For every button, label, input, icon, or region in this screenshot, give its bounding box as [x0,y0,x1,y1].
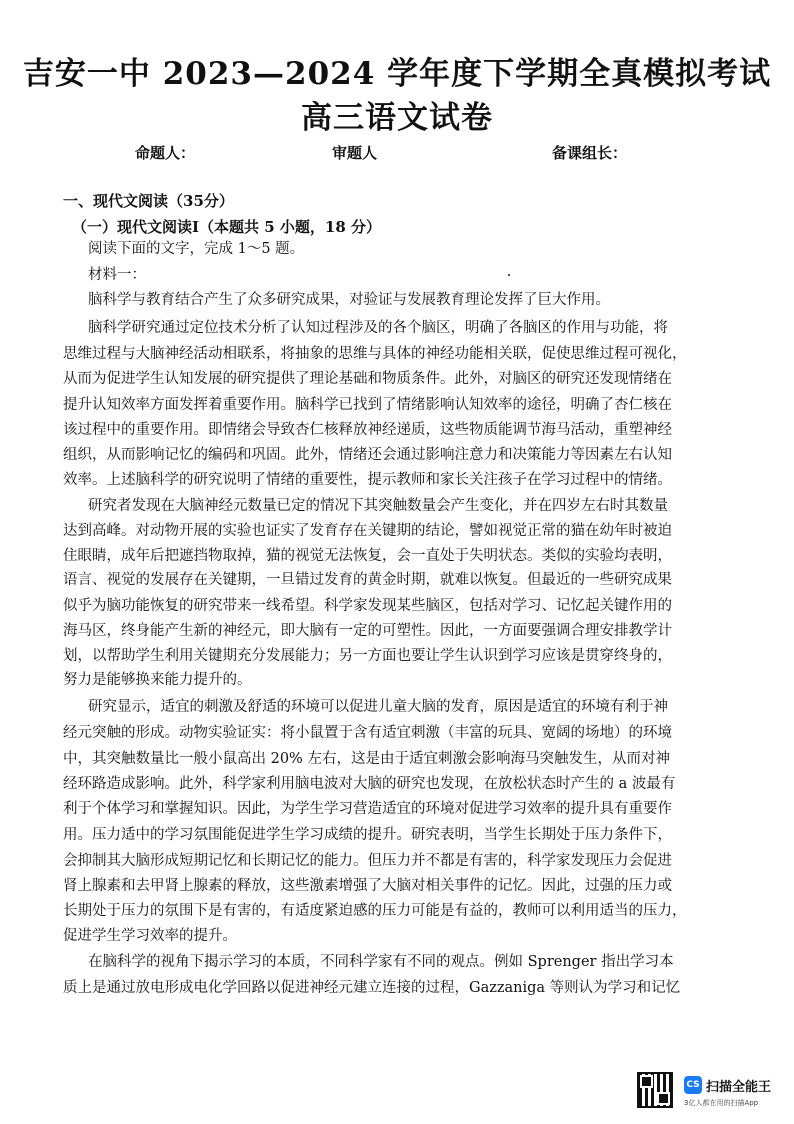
passage-line: 中，其突触数量比一般小鼠高出 20% 左右，这是由于适宜刺激会影响海马突触发生，从而对神 [63,751,670,767]
exam-title: 吉安一中 2023—2024 学年度下学期全真模拟考试 [22,56,772,92]
passage-line: 经元突触的形成。动物实验证实：将小鼠置于含有适宜刺激（丰富的玩具、宽阔的场地）的环境 [63,725,672,741]
brand-tagline: 3亿人都在用的扫描App [684,1099,759,1107]
passage-line: 材料一： [88,267,146,283]
passage-line: 研究者发现在大脑神经元数量已定的情况下其突触数量会产生变化，并在四岁左右时其数量 [88,498,668,514]
passage-line: 该过程中的重要作用。即情绪会导致杏仁核释放神经递质，这些物质能调节海马活动，重塑神经 [63,422,672,438]
section-subheading: （一）现代文阅读Ⅰ（本题共 5 小题，18 分） [72,218,381,236]
passage-line: 肾上腺素和去甲肾上腺素的释放，这些激素增强了大脑对相关事件的记忆。因此，过强的压力或 [63,878,672,894]
passage-line: 从而为促进学生认知发展的研究提供了理论基础和物质条件。此外，对脑区的研究还发现情绪在 [63,371,672,387]
group-leader-label: 备课组长： [552,144,628,162]
passage-line: 经环路造成影响。此外，科学家利用脑电波对大脑的研究也发现，在放松状态时产生的 a 波最有 [63,776,676,792]
passage-line: 达到高峰。对动物开展的实验也证实了发育存在关键期的结论，譬如视觉正常的猫在幼年时被迫 [63,523,672,539]
passage-line: 脑科学研究通过定位技术分析了认知过程涉及的各个脑区，明确了各脑区的作用与功能，将 [88,320,668,336]
passage-line: 会抑制其大脑形成短期记忆和长期记忆的能力。但压力并不都是有害的，科学家发现压力会促进 [63,853,672,869]
passage-line: 似乎为脑功能恢复的研究带来一线希望。科学家发现某些脑区，包括对学习、记忆起关键作用的 [63,598,672,614]
brand-name: 扫描全能王 [706,1080,772,1095]
passage-line: 脑科学与教育结合产生了众多研究成果，对验证与发展教育理论发挥了巨大作用。 [88,292,610,308]
passage-line: 研究显示，适宜的刺激及舒适的环境可以促进儿童大脑的发育，原因是适宜的环境有利于神 [88,699,668,715]
passage-line: 划，以帮助学生利用关键期充分发展能力；另一方面也要让学生认识到学习应该是贯穿终身的， [63,648,672,664]
passage-line: 住眼睛，成年后把遮挡物取掉，猫的视觉无法恢复，会一直处于失明状态。类似的实验均表明， [63,548,672,564]
passage-line: 努力是能够换来能力提升的。 [63,672,252,688]
passage-line: 阅读下面的文字，完成 1～5 题。 [88,241,305,257]
exam-subtitle: 高三语文试卷 [301,100,493,136]
passage-line: 用。压力适中的学习氛围能促进学生学习成绩的提升。研究表明，当学生长期处于压力条件下， [63,827,672,843]
qr-code-icon [637,1072,673,1108]
passage-line: 质上是通过放电形成电化学回路以促进神经元建立连接的过程，Gazzaniga 等则认为学习和记忆 [63,980,681,996]
scan-speck [508,274,510,276]
passage-line: 利于个体学习和掌握知识。因此，为学生学习营造适宜的环境对促进学习效率的提升具有重要作 [63,801,672,817]
passage-line: 海马区，终身能产生新的神经元，即大脑有一定的可塑性。因此，一方面要强调合理安排教学计 [63,623,672,639]
passage-line: 提升认知效率方面发挥着重要作用。脑科学已找到了情绪影响认知效率的途径，明确了杏仁核在 [63,397,672,413]
passage-line: 思维过程与大脑神经活动相联系，将抽象的思维与具体的神经功能相关联，促使思维过程可视化， [63,346,687,362]
passage-line: 促进学生学习效率的提升。 [63,928,237,944]
passage-line: 效率。上述脑科学的研究说明了情绪的重要性，提示教师和家长关注孩子在学习过程中的情绪。 [63,472,672,488]
section-heading: 一、现代文阅读（35分） [63,192,234,210]
proposer-label: 命题人： [135,144,196,162]
passage-line: 在脑科学的视角下揭示学习的本质，不同科学家有不同的观点。例如 Sprenger 指出学习本 [88,954,674,970]
reviewer-label: 审题人 [332,144,378,162]
passage-line: 长期处于压力的氛围下是有害的，有适度紧迫感的压力可能是有益的，教师可以利用适当的压力， [63,903,687,919]
passage-line: 组织，从而影响记忆的编码和巩固。此外，情绪还会通过影响注意力和决策能力等因素左右认知 [63,447,672,463]
camscanner-logo-icon: CS [684,1076,702,1094]
passage-line: 语言、视觉的发展存在关键期，一旦错过发育的黄金时期，就难以恢复。但最近的一些研究成果 [63,572,672,588]
